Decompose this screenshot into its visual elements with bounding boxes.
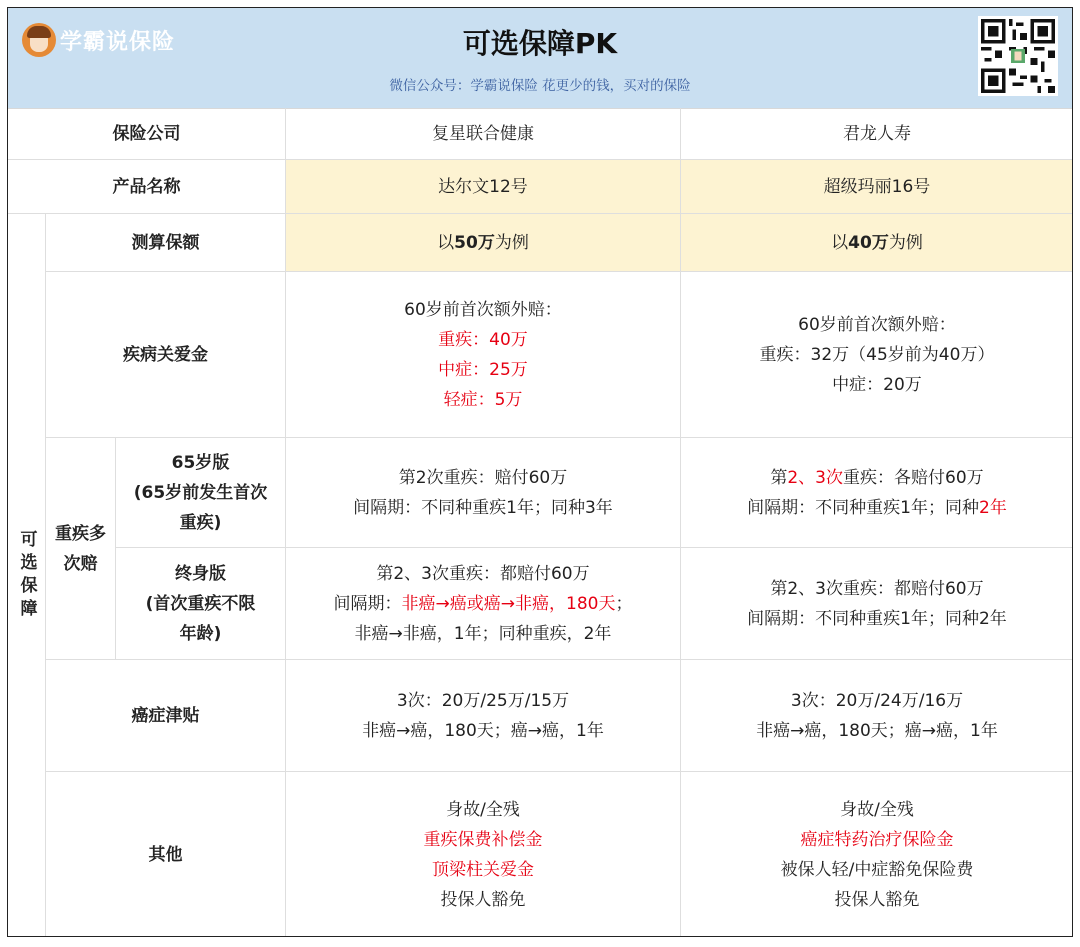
text-span: 间隔期：不同种重疾1年；同种 (747, 497, 979, 518)
cancer-b-line: 3次：20万/24万/16万 (790, 690, 964, 711)
row-label-product: 产品名称 (8, 160, 286, 214)
highlight-span: 2年 (979, 497, 1007, 518)
multi65-b (681, 438, 1073, 548)
cancer-a (286, 660, 681, 772)
other-a-line: 重疾保费补偿金 (423, 829, 543, 850)
other-a-line: 顶梁柱关爱金 (432, 859, 534, 880)
amount-a (286, 214, 681, 272)
sublabel-65 (116, 438, 286, 548)
multi65-a (286, 438, 681, 548)
amount-b-num: 40万 (848, 232, 889, 253)
brand-name: 学霸说保险 (60, 29, 176, 55)
highlight-span: 2、3次 (787, 467, 843, 488)
comparison-table (7, 7, 1073, 937)
text-span: 重疾：各赔付60万 (843, 467, 984, 488)
care-b-line: 60岁前首次额外赔： (798, 314, 956, 335)
row-label-company: 保险公司 (8, 108, 286, 160)
care-a (286, 272, 681, 438)
sublabel-65-line: 65岁版 (171, 452, 230, 473)
company-a: 复星联合健康 (286, 108, 681, 160)
other-b (681, 772, 1073, 937)
amount-a-num: 50万 (454, 232, 495, 253)
header-banner (8, 8, 1072, 109)
row-label-multi (46, 438, 116, 660)
care-a-line: 60岁前首次额外赔： (404, 299, 562, 320)
multi65-b-line2 (747, 493, 1007, 523)
sublabel-65-line: 重疾) (179, 512, 222, 533)
lifetime-b-line: 第2、3次重疾：都赔付60万 (770, 578, 984, 599)
text-span: 间隔期： (333, 593, 402, 614)
sublabel-lifetime-line: 终身版 (175, 563, 226, 584)
row-label-amount: 测算保额 (46, 214, 286, 272)
amount-b-post: 为例 (888, 232, 923, 253)
product-a: 达尔文12号 (286, 160, 681, 214)
group-label-text: 可选保障 (16, 529, 37, 622)
other-b-line: 投保人豁免 (834, 889, 920, 910)
multi65-b-line1 (770, 463, 983, 493)
lifetime-a-line2 (334, 589, 633, 619)
lifetime-a-line1: 第2、3次重疾：都赔付60万 (376, 563, 590, 584)
care-a-line: 重疾：40万 (438, 329, 528, 350)
page-title: 可选保障PK (462, 27, 618, 60)
text-span: 第 (770, 467, 788, 488)
cancer-a-line: 非癌→癌，180天；癌→癌，1年 (362, 720, 604, 741)
sublabel-lifetime-line: (首次重疾不限 (145, 593, 256, 614)
care-b-line: 重疾：32万（45岁前为40万） (759, 344, 995, 365)
other-a-line: 投保人豁免 (440, 889, 526, 910)
care-a-line: 中症：25万 (438, 359, 528, 380)
qr-code-icon (978, 16, 1058, 96)
other-b-line: 身故/全残 (840, 799, 914, 820)
group-label-optional (8, 214, 46, 937)
lifetime-a (286, 548, 681, 660)
text-span: ； (615, 593, 633, 614)
amount-b-pre: 以 (831, 232, 849, 253)
cancer-a-line: 3次：20万/25万/15万 (396, 690, 570, 711)
sublabel-lifetime (116, 548, 286, 660)
other-a (286, 772, 681, 937)
row-label-cancer: 癌症津贴 (46, 660, 286, 772)
company-b: 君龙人寿 (681, 108, 1073, 160)
multi-label-text: 重疾多次赔 (55, 523, 106, 574)
lifetime-b-line: 间隔期：不同种重疾1年；同种2年 (747, 608, 1007, 629)
sublabel-lifetime-line: 年龄) (179, 623, 222, 644)
row-label-other: 其他 (46, 772, 286, 937)
other-b-line: 癌症特药治疗保险金 (800, 829, 954, 850)
care-a-line: 轻症：5万 (443, 389, 523, 410)
row-label-care: 疾病关爱金 (46, 272, 286, 438)
highlight-span: 非癌→癌或癌→非癌，180天 (401, 593, 616, 614)
cancer-b-line: 非癌→癌，180天；癌→癌，1年 (756, 720, 998, 741)
other-b-line: 被保人轻/中症豁免保险费 (780, 859, 974, 880)
sublabel-65-line: (65岁前发生首次 (133, 482, 268, 503)
product-b: 超级玛丽16号 (681, 160, 1073, 214)
cancer-b (681, 660, 1073, 772)
care-b (681, 272, 1073, 438)
care-b-line: 中症：20万 (832, 374, 922, 395)
page-subtitle: 微信公众号：学霸说保险 花更少的钱，买对的保险 (389, 78, 691, 94)
lifetime-a-line3: 非癌→非癌，1年；同种重疾，2年 (354, 623, 612, 644)
multi65-a-line: 第2次重疾：赔付60万 (398, 467, 568, 488)
lifetime-b (681, 548, 1073, 660)
other-a-line: 身故/全残 (446, 799, 520, 820)
amount-a-pre: 以 (437, 232, 455, 253)
amount-a-post: 为例 (494, 232, 529, 253)
multi65-a-line: 间隔期：不同种重疾1年；同种3年 (353, 497, 613, 518)
amount-b (681, 214, 1073, 272)
